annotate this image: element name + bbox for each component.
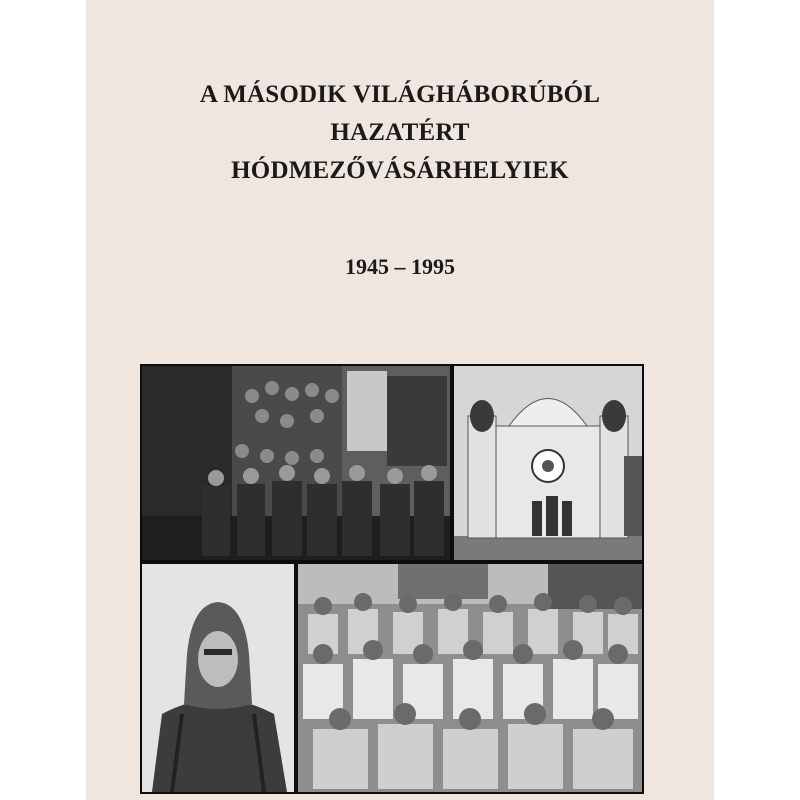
- soldiers-in-train-car-photo: [142, 366, 450, 560]
- title-line-2: HAZATÉRT: [330, 119, 470, 146]
- synagogue-building-photo: [454, 366, 642, 560]
- title-line-3: HÓDMEZŐVÁSÁRHELYIEK: [231, 157, 569, 184]
- year-range: 1945 – 1995: [345, 254, 455, 279]
- title-line-1: A MÁSODIK VILÁGHÁBORÚBÓL: [199, 81, 601, 108]
- hooded-soldier-portrait-photo: [142, 564, 294, 792]
- photo-collage: [140, 364, 644, 794]
- book-title: [86, 76, 714, 190]
- group-of-returned-men-photo: [298, 564, 642, 792]
